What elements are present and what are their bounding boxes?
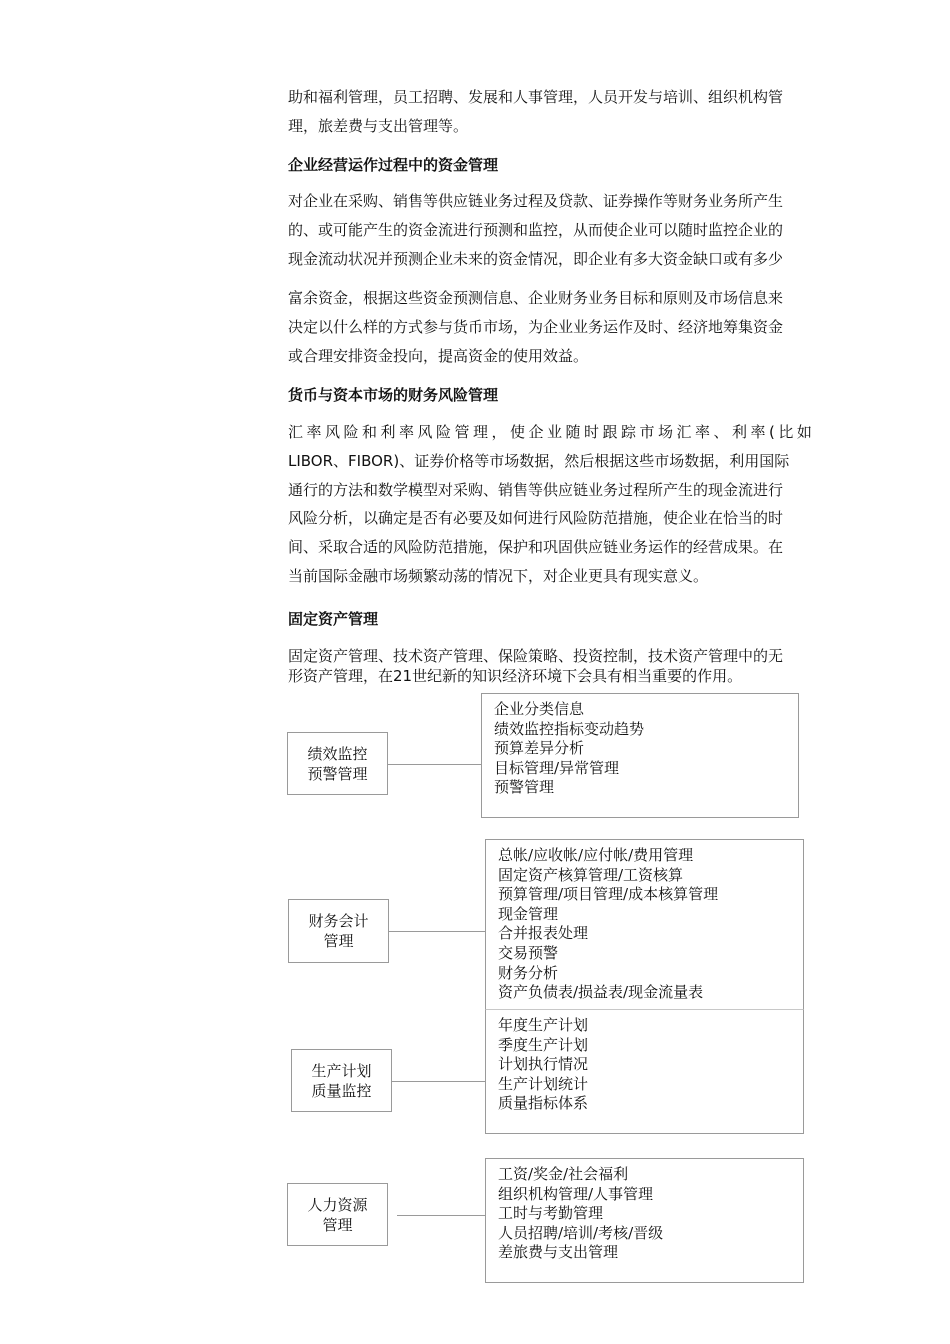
diagram-label-line: 人力资源	[307, 1195, 368, 1214]
intro-paragraph	[288, 83, 848, 141]
diagram-item: 现金管理	[498, 904, 559, 923]
diagram-connector	[389, 931, 485, 932]
diagram-item: 总帐/应收帐/应付帐/费用管理	[498, 846, 694, 864]
text-line: 当前国际金融市场频繁动荡的情况下，对企业更具有现实意义。	[288, 566, 709, 585]
diagram-label-line: 管理	[323, 932, 354, 950]
diagram-label-line: 质量监控	[311, 1081, 372, 1100]
section-heading-fixed-assets: 固定资产管理	[288, 610, 379, 628]
diagram-item: 固定资产核算管理/工资核算	[498, 865, 684, 884]
diagram-item: 预警管理	[494, 778, 555, 797]
cash-management-paragraph-continued	[288, 284, 848, 370]
diagram-item: 企业分类信息	[494, 700, 585, 718]
diagram-item: 预算管理/项目管理/成本核算管理	[498, 885, 719, 904]
text-line: 通行的方法和数学模型对采购、销售等供应链业务过程所产生的现金流进行	[288, 480, 784, 499]
diagram-item: 预算差异分析	[494, 739, 585, 758]
cash-management-paragraph	[288, 187, 848, 273]
diagram-item: 工时与考勤管理	[498, 1204, 604, 1223]
diagram-label-box	[287, 1183, 388, 1246]
diagram-item: 组织机构管理/人事管理	[498, 1184, 654, 1203]
diagram-connector	[397, 1215, 485, 1216]
text-line: 对企业在采购、销售等供应链业务过程及贷款、证券操作等财务业务所产生	[288, 192, 784, 210]
diagram-item: 资产负债表/损益表/现金流量表	[498, 983, 704, 1002]
text-line: 形资产管理，在21世纪新的知识经济环境下会具有相当重要的作用。	[288, 667, 743, 685]
diagram-item: 工资/奖金/社会福利	[498, 1165, 629, 1183]
diagram-item: 年度生产计划	[498, 1016, 589, 1034]
text-line: 间、采取合适的风险防范措施，保护和巩固供应链业务运作的经营成果。在	[288, 538, 784, 557]
text-line: LIBOR、FIBOR)、证券价格等市场数据，然后根据这些市场数据，利用国际	[288, 451, 790, 470]
diagram-item: 目标管理/异常管理	[494, 758, 620, 777]
section-heading-cash-management: 企业经营运作过程中的资金管理	[288, 156, 499, 174]
diagram-connector	[388, 764, 481, 765]
diagram-item: 交易预警	[498, 943, 559, 962]
diagram-label-line: 管理	[322, 1215, 353, 1234]
diagram-item: 人员招聘/培训/考核/晋级	[498, 1223, 664, 1242]
text-line: 富余资金，根据这些资金预测信息、企业财务业务目标和原则及市场信息来	[288, 289, 784, 307]
text-line: 现金流动状况并预测企业未来的资金情况，即企业有多大资金缺口或有多少	[288, 249, 784, 268]
diagram-label-line: 财务会计	[308, 912, 369, 930]
diagram-label-line: 预警管理	[307, 764, 368, 783]
fixed-assets-paragraph	[288, 646, 848, 686]
text-line: 助和福利管理，员工招聘、发展和人事管理，人员开发与培训、组织机构管	[288, 88, 784, 106]
diagram-label-box	[287, 732, 388, 795]
diagram-item: 生产计划统计	[498, 1074, 589, 1093]
diagram-item: 合并报表处理	[498, 924, 589, 943]
diagram-item: 计划执行情况	[498, 1055, 589, 1074]
diagram-item: 绩效监控指标变动趋势	[494, 719, 645, 738]
diagram-item: 季度生产计划	[498, 1035, 589, 1054]
text-line: 的、或可能产生的资金流进行预测和监控，从而使企业可以随时监控企业的	[288, 220, 784, 239]
diagram-item-box	[485, 1009, 804, 1134]
text-line: 风险分析，以确定是否有必要及如何进行风险防范措施，使企业在恰当的时	[288, 509, 784, 528]
financial-risk-paragraph	[288, 418, 848, 591]
text-line: 决定以什么样的方式参与货币市场，为企业业务运作及时、经济地筹集资金	[288, 317, 784, 336]
diagram-connector	[392, 1081, 485, 1082]
diagram-item-box	[485, 839, 804, 1015]
diagram-item: 差旅费与支出管理	[498, 1243, 619, 1262]
text-line: 或合理安排资金投向，提高资金的使用效益。	[288, 346, 589, 365]
text-line: 理，旅差费与支出管理等。	[288, 116, 469, 135]
text-line: 固定资产管理、技术资产管理、保险策略、投资控制，技术资产管理中的无	[288, 647, 784, 665]
text-line: 汇率风险和利率风险管理，使企业随时跟踪市场汇率、利率(比如	[288, 423, 816, 441]
diagram-item-box	[481, 693, 799, 818]
diagram-item: 质量指标体系	[498, 1094, 589, 1113]
diagram-label-box	[291, 1049, 392, 1112]
diagram-label-box	[288, 899, 389, 963]
diagram-item-box	[485, 1158, 804, 1283]
diagram-label-line: 生产计划	[311, 1061, 372, 1080]
section-heading-financial-risk: 货币与资本市场的财务风险管理	[288, 386, 499, 404]
diagram-label-line: 绩效监控	[307, 744, 368, 763]
diagram-item: 财务分析	[498, 963, 559, 982]
